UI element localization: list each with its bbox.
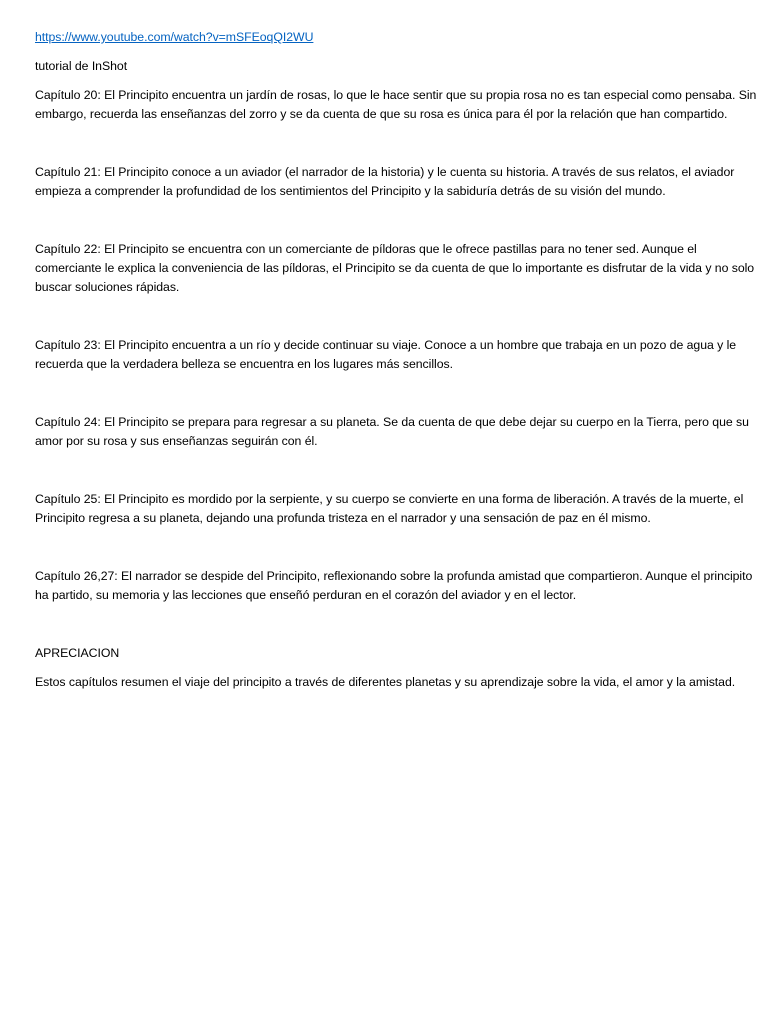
subtitle-text: tutorial de InShot <box>35 59 128 73</box>
document-body <box>35 28 765 692</box>
chapter-26-27-paragraph: Capítulo 26,27: El narrador se despide del Principito, reflexionando sobre la profunda amistad que compartieron. Aunque el principito ha partido, su memoria y las lecciones que enseñó perduran en el corazón del aviador y en el lector. <box>35 569 753 602</box>
chapter-20-paragraph: Capítulo 20: El Principito encuentra un jardín de rosas, lo que le hace sentir que su propia rosa no es tan especial como pensaba. Sin embargo, recuerda las enseñanzas del zorro y se da cuenta de que su rosa es única para él por la relación que han compartido. <box>35 88 757 121</box>
chapter-23-paragraph: Capítulo 23: El Principito encuentra a un río y decide continuar su viaje. Conoce a un hombre que trabaja en un pozo de agua y le recuerda que la verdadera belleza se encuentra en los lugares más sencillos. <box>35 338 737 371</box>
chapter-24-paragraph: Capítulo 24: El Principito se prepara para regresar a su planeta. Se da cuenta de que debe dejar su cuerpo en la Tierra, pero que su amor por su rosa y sus enseñanzas seguirán con él. <box>35 415 749 448</box>
youtube-link[interactable]: https://www.youtube.com/watch?v=mSFEoqQI2WU <box>35 30 314 44</box>
appreciation-heading: APRECIACION <box>35 646 120 660</box>
chapter-25-paragraph: Capítulo 25: El Principito es mordido por la serpiente, y su cuerpo se convierte en una forma de liberación. A través de la muerte, el Principito regresa a su planeta, dejando una profunda tristeza en el narrador y una sensación de paz en él mismo. <box>35 492 744 525</box>
appreciation-paragraph: Estos capítulos resumen el viaje del principito a través de diferentes planetas y su aprendizaje sobre la vida, el amor y la amistad. <box>35 675 736 689</box>
chapter-22-paragraph: Capítulo 22: El Principito se encuentra con un comerciante de píldoras que le ofrece pastillas para no tener sed. Aunque el comerciante le explica la conveniencia de las píldoras, el Principito se da cuenta de que lo importante es disfrutar de la vida y no solo buscar soluciones rápidas. <box>35 242 755 294</box>
chapter-21-paragraph: Capítulo 21: El Principito conoce a un aviador (el narrador de la historia) y le cuenta su historia. A través de sus relatos, el aviador empieza a comprender la profundidad de los sentimientos del Principito y la sabiduría detrás de su visión del mundo. <box>35 165 735 198</box>
